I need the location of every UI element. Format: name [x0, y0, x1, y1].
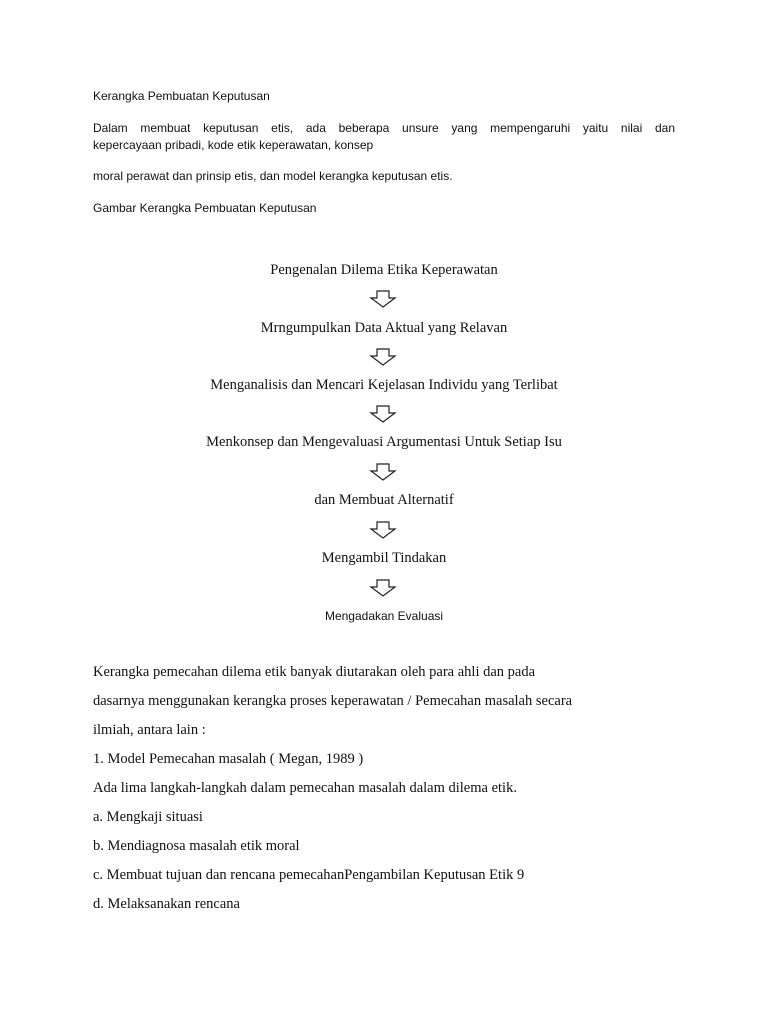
- list-item: c. Membuat tujuan dan rencana pemecahanPengambilan Keputusan Etik 9: [93, 867, 525, 883]
- body-line: ilmiah, antara lain :: [93, 722, 206, 738]
- list-heading: 1. Model Pemecahan masalah ( Megan, 1989 ): [93, 751, 364, 767]
- flow-step-4: Menkonsep dan Mengevaluasi Argumentasi Untuk Setiap Isu: [206, 434, 562, 450]
- down-arrow-icon: [369, 579, 397, 597]
- down-arrow-icon: [369, 290, 397, 308]
- intro-paragraph-line3: moral perawat dan prinsip etis, dan model kerangka keputusan etis.: [93, 169, 453, 183]
- body-line: Ada lima langkah-langkah dalam pemecahan masalah dalam dilema etik.: [93, 780, 517, 796]
- intro-paragraph-line1: Dalam membuat keputusan etis, ada beberapa unsure yang mempengaruhi yaitu nilai dan: [93, 121, 675, 135]
- flow-step-2: Mrngumpulkan Data Aktual yang Relavan: [260, 320, 508, 336]
- intro-paragraph-line2: kepercayaan pribadi, kode etik keperawatan, konsep: [93, 138, 374, 152]
- list-item: d. Melaksanakan rencana: [93, 896, 240, 912]
- flow-step-5: dan Membuat Alternatif: [314, 492, 454, 508]
- figure-caption: Gambar Kerangka Pembuatan Keputusan: [93, 201, 317, 215]
- flow-step-7: Mengadakan Evaluasi: [324, 609, 444, 623]
- body-line: Kerangka pemecahan dilema etik banyak diutarakan oleh para ahli dan pada: [93, 664, 536, 680]
- down-arrow-icon: [369, 348, 397, 366]
- flow-step-3: Menganalisis dan Mencari Kejelasan Individu yang Terlibat: [210, 377, 558, 393]
- down-arrow-icon: [369, 521, 397, 539]
- list-item: a. Mengkaji situasi: [93, 809, 203, 825]
- down-arrow-icon: [369, 463, 397, 481]
- section-heading: Kerangka Pembuatan Keputusan: [93, 89, 270, 103]
- flow-step-6: Mengambil Tindakan: [321, 550, 447, 566]
- body-line: dasarnya menggunakan kerangka proses keperawatan / Pemecahan masalah secara: [93, 693, 573, 709]
- list-item: b. Mendiagnosa masalah etik moral: [93, 838, 300, 854]
- down-arrow-icon: [369, 405, 397, 423]
- flow-step-1: Pengenalan Dilema Etika Keperawatan: [270, 262, 498, 278]
